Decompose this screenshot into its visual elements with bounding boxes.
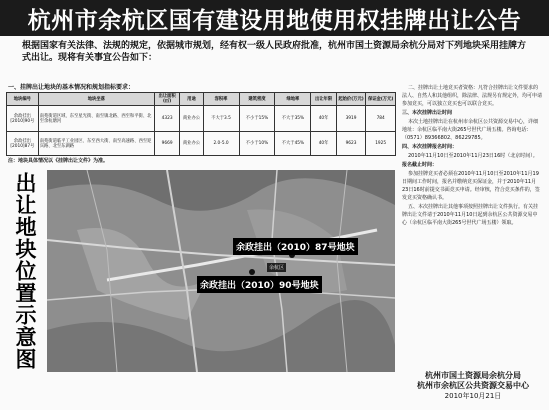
paragraph-registration-dates: 2010年11月10日至2010年11月23日16时（北京时间）。 (408, 153, 538, 159)
signature-org-2: 杭州市余杭区公共资源交易中心 (417, 381, 529, 390)
table-cell: 商业办公 (180, 132, 203, 156)
heading-deadline: 报名截止时间： (402, 162, 438, 168)
paragraph-other: 五、本次挂牌出让其他事项按照挂牌出让文件执行。有关挂牌出让文件请于2010年11月10日起到余杭区公共资源交易中心（余杭区临平南大街265号世代广场五楼）领取。 (402, 204, 539, 226)
col-header: 地块坐落 (38, 93, 154, 106)
district-label: 余杭区 (269, 265, 285, 271)
table-row (7, 106, 396, 132)
table-cell: 南苑街道区域、东至星光街、南至镇北路、西至和平街、北至余杭塘河 (38, 106, 154, 132)
table-cell: 商业办公 (180, 106, 203, 132)
table-row (7, 132, 396, 156)
col-header: 出让面积(㎡) (154, 93, 179, 106)
section-heading: 一、挂牌出让地块的基本情况和规划指标要求： (8, 84, 135, 91)
paragraph-location: 本次土地挂牌出让在杭州市余杭区公共资源交易中心，详细地址：余杭区临平南大街265号世代广场五楼。咨询电话：（0571）89366802、86229785。 (402, 119, 539, 141)
banner-title: 杭州市余杭区国有建设用地使用权挂牌出让公告 (0, 0, 549, 36)
right-text-column (402, 84, 542, 228)
table-cell: 40年 (311, 106, 336, 132)
table-cell: 3919 (336, 106, 366, 132)
table-header-row (7, 93, 396, 106)
plot-90-label: 余政挂出（2010）90号地块 (197, 276, 322, 293)
table-cell: 不大于45% (275, 132, 311, 156)
table-cell: 不小于10% (239, 132, 275, 156)
col-header: 绿地率 (275, 93, 311, 106)
land-parcel-table (6, 92, 396, 156)
table-cell: 9669 (154, 132, 179, 156)
paragraph-eligibility: 二、挂牌出让土地竞买者资格：凡符合挂牌出让文件要求的法人、自然人和其他组织，除法律、法规另有规定外，均可申请参加竞买，可以独立竞买也可以联合竞买。 (402, 85, 543, 107)
map-title-column (6, 170, 44, 372)
table-cell: 40年 (311, 132, 336, 156)
col-header: 地块编号 (7, 93, 39, 106)
heading-registration: 四、本次挂牌报名时间： (402, 144, 458, 150)
table-cell: 784 (366, 106, 396, 132)
table-cell: 南苑街道临平工业园区、东至西大街、南至高速路、西至迎宾路、北至东湖路 (38, 132, 154, 156)
table-cell: 1925 (366, 132, 396, 156)
signature-block (402, 371, 544, 401)
paragraph-deadline: 参加挂牌竞买者必须在2010年11月10日至2010年11月19日期间工作时间，报名并缴纳竞买保证金，并于2010年11月23日16时前提交书面竞买申请。经审核，符合竞买条件的，签发竞买资格确认书。 (402, 171, 540, 201)
intro-paragraph: 根据国家有关法律、法规的规定，依据城市规划，经有权一级人民政府批准，杭州市国土资源局余杭分局对下列地块采用挂牌方式出让。现将有关事宜公告如下： (22, 41, 527, 63)
table-cell: 不大于3.5 (203, 106, 239, 132)
col-header: 容积率 (203, 93, 239, 106)
table-cell: 4323 (154, 106, 179, 132)
col-header: 出让年限 (311, 93, 336, 106)
map-vertical-title: 出让地块位置示意图 (13, 172, 37, 370)
signature-org-1: 杭州市国土资源局余杭分局 (425, 371, 521, 380)
col-header: 建筑密度 (239, 93, 275, 106)
table-cell: 余政挂出[2010]90号 (7, 106, 39, 132)
col-header: 起始价(万元) (336, 93, 366, 106)
heading-time: 三、本次挂牌出让时间 (402, 110, 453, 116)
table-cell: 不大于35% (275, 106, 311, 132)
table-cell: 2.0-5.0 (203, 132, 239, 156)
col-header: 保证金(万元) (366, 93, 396, 106)
map-graphic (47, 170, 395, 372)
signature-date: 2010年10月21日 (444, 392, 502, 400)
plot-87-label: 余政挂出（2010）87号地块 (233, 238, 358, 255)
table-note: 注：地块具体情况以《挂牌出让文件》为准。 (8, 158, 109, 164)
table-cell: 9623 (336, 132, 366, 156)
table-cell: 余政挂出[2010]87号 (7, 132, 39, 156)
col-header: 用途 (180, 93, 203, 106)
table-cell: 不小于15% (239, 106, 275, 132)
location-map (47, 170, 395, 372)
